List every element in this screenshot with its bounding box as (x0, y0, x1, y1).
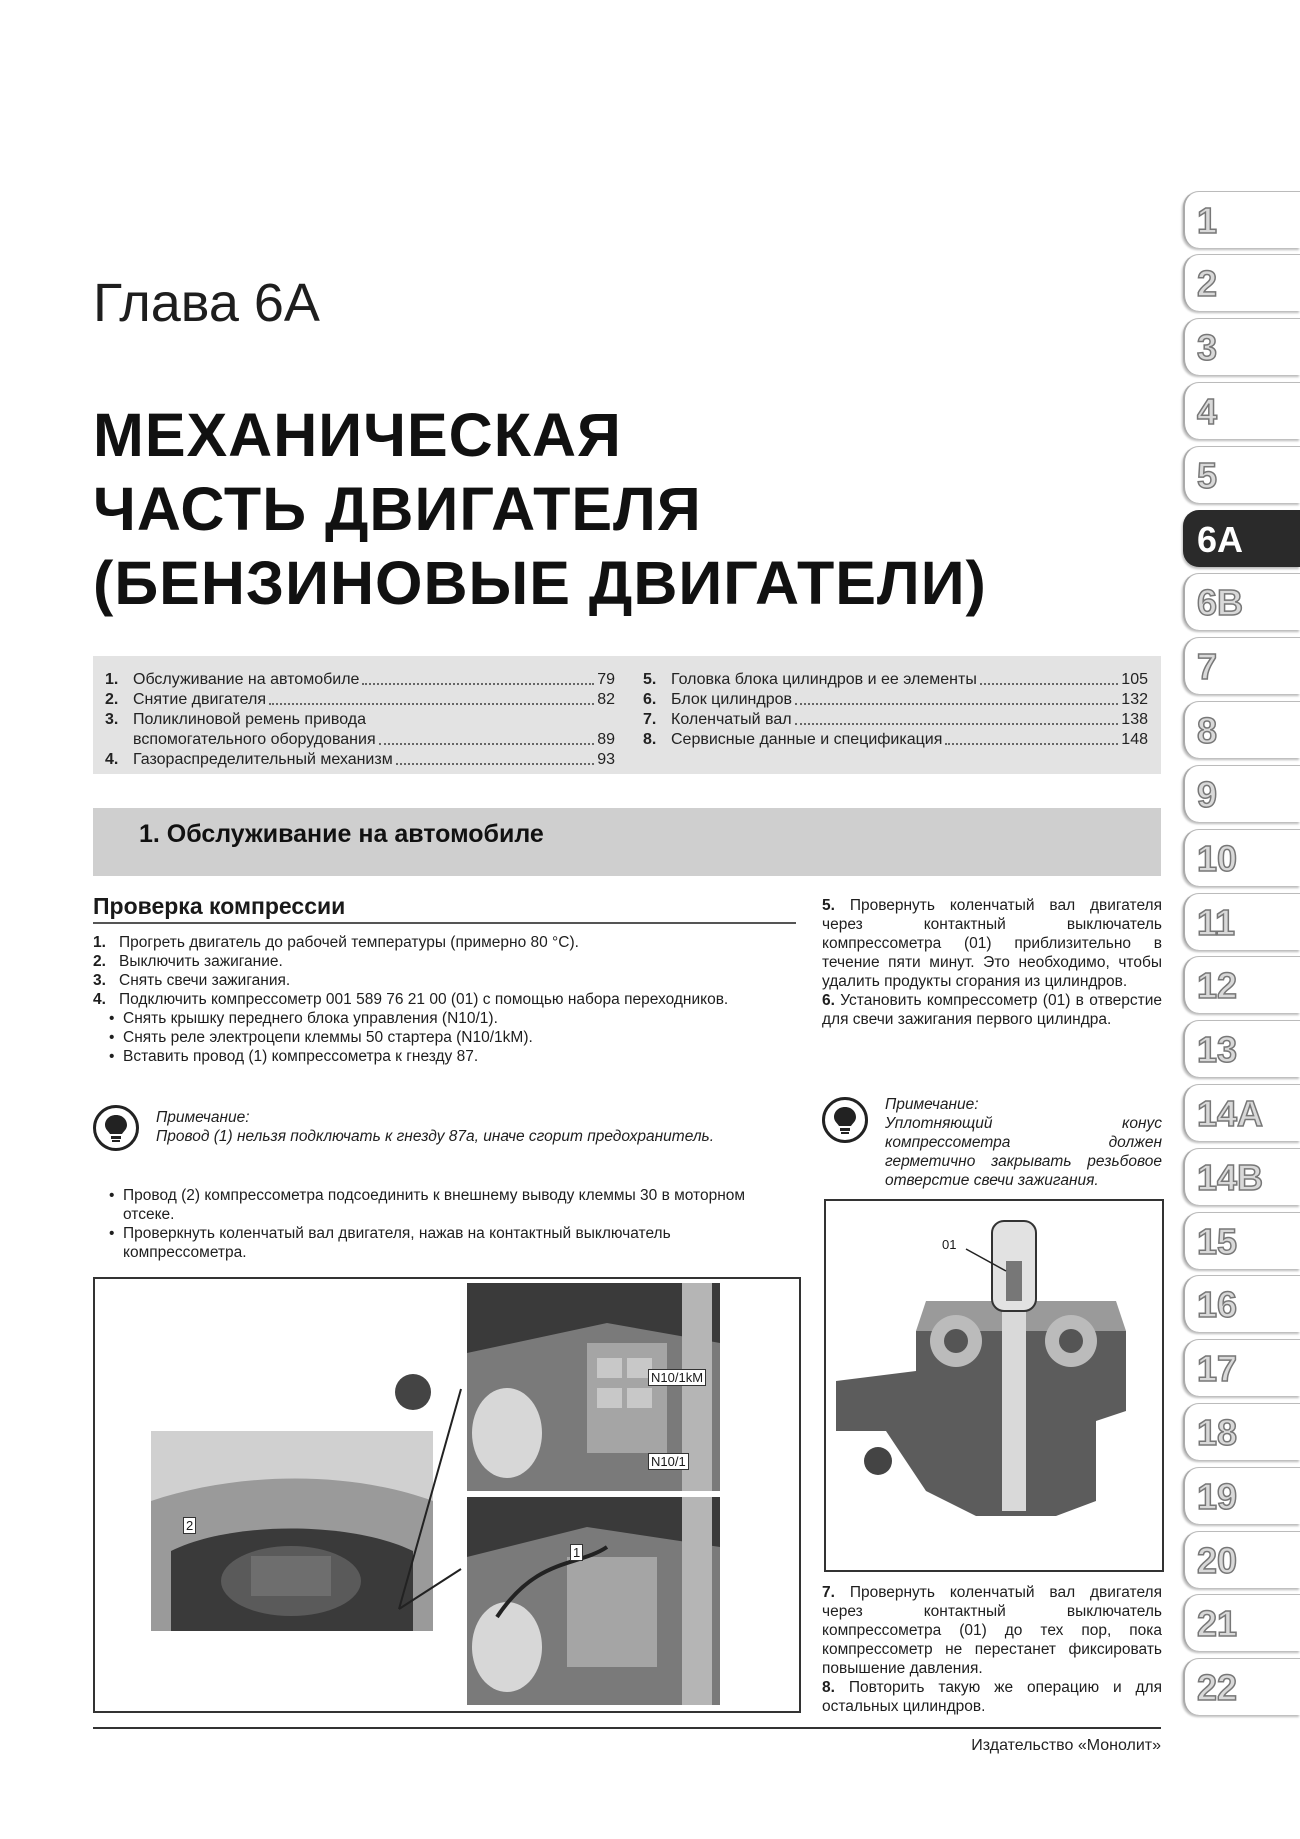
chapter-tab-2[interactable]: 2 (1183, 254, 1300, 311)
compressometer-diagram (824, 1199, 1164, 1572)
chapter-title-line: (БЕНЗИНОВЫЕ ДВИГАТЕЛИ) (93, 549, 987, 617)
chapter-title (93, 398, 987, 620)
bullet-item: • Вставить провод (1) компрессометра к гнезду 87. (93, 1047, 798, 1066)
chapter-tab-13[interactable]: 13 (1183, 1020, 1300, 1077)
fuse-box-photo-bottom (467, 1497, 720, 1705)
toc-item[interactable]: 6. Блок цилиндров 132 (643, 691, 1148, 708)
step-item: 6. Установить компрессометр (01) в отверстие для свечи зажигания первого цилиндра. (822, 992, 1162, 1028)
step-item: 2. Выключить зажигание. (93, 953, 283, 970)
chapter-tab-17[interactable]: 17 (1183, 1339, 1300, 1396)
callout-lines (395, 1379, 465, 1619)
chapter-tab-15[interactable]: 15 (1183, 1212, 1300, 1269)
bullet-item: • Снять крышку переднего блока управления (N10/1). (93, 1009, 798, 1028)
step-item: 4. Подключить компрессометр 001 589 76 21 00 (01) с помощью набора переходников. (93, 991, 729, 1008)
section-header (93, 808, 1161, 876)
chapter-tab-1[interactable]: 1 (1183, 191, 1300, 248)
chapter-tab-14a[interactable]: 14А (1183, 1084, 1300, 1141)
contents-column-right (643, 670, 1148, 750)
chapter-title-line: МЕХАНИЧЕСКАЯ (93, 401, 622, 469)
chapter-tab-8[interactable]: 8 (1183, 701, 1300, 758)
chapter-tab-18[interactable]: 18 (1183, 1403, 1300, 1460)
lightbulb-icon (822, 1097, 868, 1143)
chapter-contents (93, 656, 1161, 774)
chapter-tab-4[interactable]: 4 (1183, 382, 1300, 439)
bullets-list (93, 1186, 798, 1262)
note (156, 1108, 799, 1146)
chapter-tab-14b[interactable]: 14В (1183, 1148, 1300, 1205)
photo-label: N10/1kM (648, 1369, 706, 1386)
chapter-title-line: ЧАСТЬ ДВИГАТЕЛЯ (93, 475, 702, 543)
subsection-heading: Проверка компрессии (93, 893, 796, 924)
toc-item[interactable]: 4. Газораспределительный механизм 93 (105, 751, 615, 768)
step-item: 5. Провернуть коленчатый вал двигателя через контактный выключатель компрессометра (01) приблизительно в течение пяти минут. Это необходимо, чтобы удалить продукты сгорания из цилиндров. (822, 897, 1162, 990)
toc-item[interactable]: 2. Снятие двигателя 82 (105, 691, 615, 708)
bullet-item: • Провод (2) компрессометра подсоединить к внешнему выводу клеммы 30 в моторном отсеке. (93, 1186, 798, 1224)
toc-item[interactable]: 5. Головка блока цилиндров и ее элементы 105 (643, 671, 1148, 688)
chapter-label: Глава 6А (93, 273, 320, 333)
toc-item-continued[interactable]: вспомогательного оборудования 89 (133, 731, 615, 748)
chapter-tab-7[interactable]: 7 (1183, 637, 1300, 694)
chapter-tab-20[interactable]: 20 (1183, 1531, 1300, 1588)
bullet-item: • Снять реле электроцепи клеммы 50 стартера (N10/1kM). (93, 1028, 798, 1047)
photo-label: N10/1 (648, 1453, 689, 1470)
step-item: 1. Прогреть двигатель до рабочей температуры (примерно 80 °С). (93, 934, 579, 951)
step-item: 3. Снять свечи зажигания. (93, 972, 291, 989)
photo-figure (93, 1277, 801, 1713)
toc-item[interactable]: 3. Поликлиновой ремень привода (105, 711, 367, 728)
toc-item[interactable]: 1. Обслуживание на автомобиле 79 (105, 671, 615, 688)
right-steps (822, 896, 1162, 1029)
chapter-tab-5[interactable]: 5 (1183, 446, 1300, 503)
chapter-tab-12[interactable]: 12 (1183, 956, 1300, 1013)
chapter-tab-9[interactable]: 9 (1183, 765, 1300, 822)
photo-label: 1 (570, 1544, 583, 1561)
section-title: 1. Обслуживание на автомобиле (139, 820, 544, 848)
chapter-tab-3[interactable]: 3 (1183, 318, 1300, 375)
note (885, 1095, 1162, 1190)
steps-list (93, 933, 798, 1066)
right-steps-bottom (822, 1583, 1162, 1716)
chapter-tab-6b[interactable]: 6В (1183, 573, 1300, 630)
toc-item[interactable]: 7. Коленчатый вал 138 (643, 711, 1148, 728)
note-text: Уплотняющий конус компрессометра должен герметично закрывать резьбовое отверстие свечи зажигания. (885, 1115, 1162, 1189)
bullet-item: • Проверкнуть коленчатый вал двигателя, нажав на контактный выключатель компрессометра. (93, 1224, 798, 1262)
chapter-tab-22[interactable]: 22 (1183, 1658, 1300, 1715)
chapter-tab-19[interactable]: 19 (1183, 1467, 1300, 1524)
contents-column-left (105, 670, 615, 770)
note-title: Примечание: (885, 1096, 979, 1113)
note-title: Примечание: (156, 1109, 250, 1126)
footer-divider (93, 1727, 1161, 1729)
chapter-tab-10[interactable]: 10 (1183, 829, 1300, 886)
lightbulb-icon (93, 1105, 139, 1151)
note-text: Провод (1) нельзя подключать к гнезду 87а, иначе сгорит предохранитель. (156, 1128, 715, 1145)
chapter-tab-21[interactable]: 21 (1183, 1594, 1300, 1651)
diagram-label: 01 (942, 1237, 957, 1252)
chapter-tab-11[interactable]: 11 (1183, 893, 1300, 950)
step-item: 8. Повторить такую же операцию и для остальных цилиндров. (822, 1679, 1162, 1715)
photo-label: 2 (183, 1517, 196, 1534)
chapter-tab-6a[interactable]: 6А (1183, 510, 1300, 567)
step-item: 7. Провернуть коленчатый вал двигателя через контактный выключатель компрессометра (01) до тех пор, пока компрессометр не перестанет фиксировать повышение давления. (822, 1584, 1162, 1677)
chapter-tab-16[interactable]: 16 (1183, 1275, 1300, 1332)
toc-item[interactable]: 8. Сервисные данные и спецификация 148 (643, 731, 1148, 748)
publisher: Издательство «Монолит» (971, 1737, 1161, 1754)
